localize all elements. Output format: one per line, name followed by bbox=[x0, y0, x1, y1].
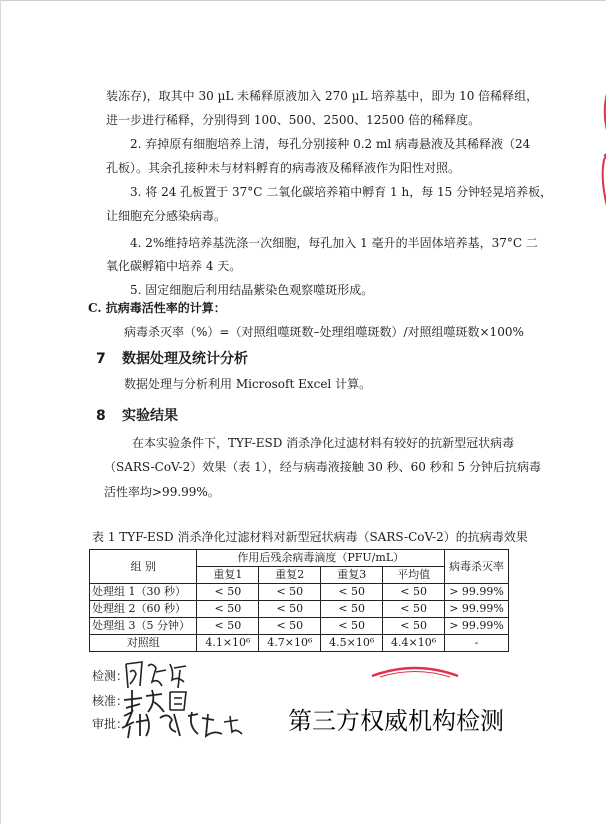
body-line-6: 让细胞充分感染病毒。 bbox=[106, 209, 227, 223]
results-paragraph-line-3: 活性率均>99.99%。 bbox=[104, 485, 220, 499]
replicate-2-cell: 4.7×10⁶ bbox=[259, 635, 321, 652]
section-7-text: 数据处理与分析利用 Microsoft Excel 计算。 bbox=[124, 377, 372, 391]
table-row bbox=[90, 584, 509, 601]
page-edge-top bbox=[0, 0, 606, 1]
watermark-text: 第三方权威机构检测 bbox=[288, 707, 504, 735]
replicate-2-cell: < 50 bbox=[259, 618, 321, 635]
results-paragraph-line-2: （SARS-CoV-2）效果（表 1），经与病毒液接触 30 秒、60 秒和 5 分钟后抗病毒 bbox=[104, 460, 541, 474]
average-cell: 4.4×10⁶ bbox=[383, 635, 445, 652]
average-cell: < 50 bbox=[383, 584, 445, 601]
section-number: 7 bbox=[96, 351, 106, 367]
replicate-2-cell: < 50 bbox=[259, 601, 321, 618]
kill-rate-cell: > 99.99% bbox=[445, 618, 509, 635]
kill-rate-cell: > 99.99% bbox=[445, 601, 509, 618]
section-title: 实验结果 bbox=[122, 408, 178, 424]
section-8-heading bbox=[96, 407, 178, 425]
replicate-1-cell: < 50 bbox=[197, 584, 259, 601]
table-header-row bbox=[90, 550, 509, 567]
table-row bbox=[90, 618, 509, 635]
replicate-2-header: 重复2 bbox=[259, 567, 321, 584]
body-line-3: 2. 弃掉原有细胞培养上清，每孔分别接种 0.2 ml 病毒悬液及其稀释液（24 bbox=[130, 137, 531, 151]
kill-rate-cell: - bbox=[445, 635, 509, 652]
body-line-7: 4. 2%维持培养基洗涤一次细胞，每孔加入 1 毫升的半固体培养基，37°C 二 bbox=[130, 236, 538, 250]
replicate-3-cell: < 50 bbox=[321, 601, 383, 618]
group-header: 组 别 bbox=[90, 550, 197, 584]
group-cell: 处理组 1（30 秒） bbox=[90, 584, 197, 601]
group-cell: 处理组 2（60 秒） bbox=[90, 601, 197, 618]
kill-rate-header: 病毒杀灭率 bbox=[445, 550, 509, 584]
replicate-3-cell: < 50 bbox=[321, 618, 383, 635]
body-line-1: 装冻存)，取其中 30 µL 未稀释原液加入 270 µL 培养基中，即为 10 倍稀释组， bbox=[106, 89, 539, 103]
body-line-5: 3. 将 24 孔板置于 37°C 二氧化碳培养箱中孵育 1 h，每 15 分钟轻晃培养板， bbox=[130, 185, 553, 199]
body-line-8: 氧化碳孵箱中培养 4 天。 bbox=[106, 259, 242, 273]
approver-label: 审批： bbox=[92, 717, 129, 731]
group-cell: 对照组 bbox=[90, 635, 197, 652]
average-cell: < 50 bbox=[383, 601, 445, 618]
section-title: 数据处理及统计分析 bbox=[122, 351, 248, 367]
table-caption: 表 1 TYF-ESD 消杀净化过滤材料对新型冠状病毒（SARS-CoV-2）的抗病毒效果 bbox=[92, 530, 528, 544]
replicate-2-cell: < 50 bbox=[259, 584, 321, 601]
formula-line: 病毒杀灭率（%）=（对照组噬斑数–处理组噬斑数）/对照组噬斑数×100% bbox=[124, 325, 524, 339]
kill-rate-cell: > 99.99% bbox=[445, 584, 509, 601]
average-header: 平均值 bbox=[383, 567, 445, 584]
table-row bbox=[90, 635, 509, 652]
replicate-1-cell: 4.1×10⁶ bbox=[197, 635, 259, 652]
page-edge-left bbox=[0, 0, 1, 824]
replicate-1-cell: < 50 bbox=[197, 618, 259, 635]
calculation-heading: C. 抗病毒活性率的计算： bbox=[88, 301, 226, 315]
group-cell: 处理组 3（5 分钟） bbox=[90, 618, 197, 635]
replicate-3-cell: 4.5×10⁶ bbox=[321, 635, 383, 652]
replicate-1-cell: < 50 bbox=[197, 601, 259, 618]
titer-header: 作用后残余病毒滴度（PFU/mL） bbox=[197, 550, 445, 567]
red-stamp-fragment-bottom bbox=[370, 664, 460, 678]
average-cell: < 50 bbox=[383, 618, 445, 635]
body-line-4: 孔板）。其余孔接种未与材料孵育的病毒液及稀释液作为阳性对照。 bbox=[106, 161, 461, 175]
results-paragraph-line-1: 在本实验条件下，TYF-ESD 消杀净化过滤材料有较好的抗新型冠状病毒 bbox=[132, 436, 515, 450]
results-table bbox=[89, 549, 509, 652]
section-7-heading bbox=[96, 350, 248, 368]
body-line-9: 5. 固定细胞后利用结晶紫染色观察噬斑形成。 bbox=[130, 283, 374, 297]
approver-signature bbox=[118, 708, 248, 740]
table-row bbox=[90, 601, 509, 618]
replicate-3-header: 重复3 bbox=[321, 567, 383, 584]
checker-label: 核准： bbox=[92, 694, 129, 708]
body-line-2: 进一步进行稀释，分别得到 100、500、2500、12500 倍的稀释度。 bbox=[106, 113, 481, 127]
replicate-3-cell: < 50 bbox=[321, 584, 383, 601]
tester-label: 检测： bbox=[92, 669, 129, 683]
replicate-1-header: 重复1 bbox=[197, 567, 259, 584]
section-number: 8 bbox=[96, 408, 106, 424]
red-stamp-fragment-right bbox=[598, 90, 606, 210]
